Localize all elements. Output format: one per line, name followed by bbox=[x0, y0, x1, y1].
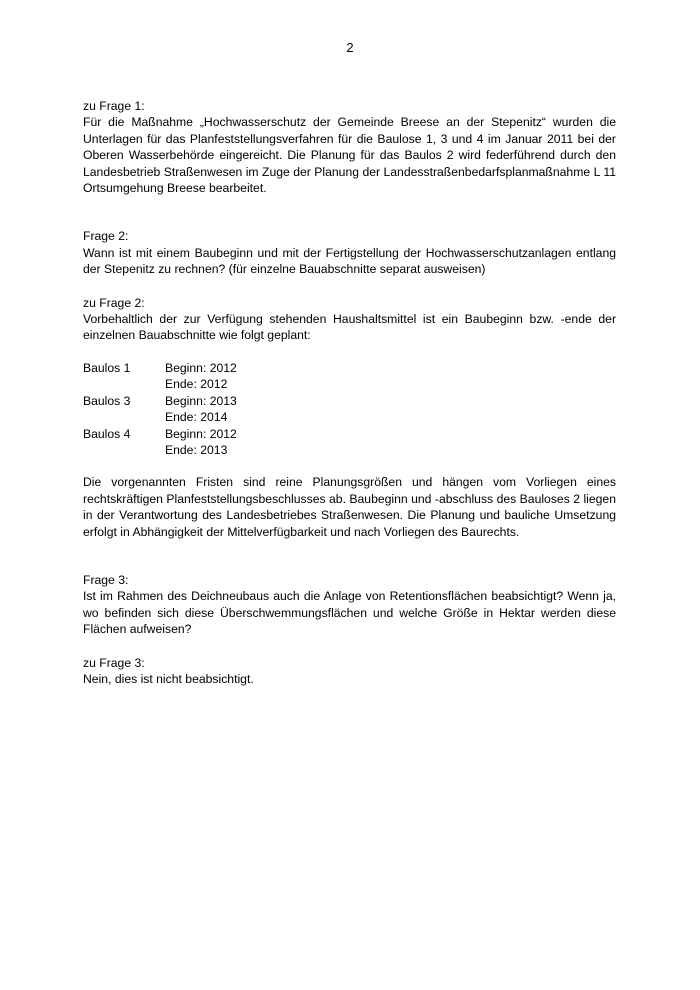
answer-1-text: Für die Maßnahme „Hochwasserschutz der Gemeinde Breese an der Stepenitz“ wurden die Unterlagen für das Planfeststellungsverfahren für die Baulose 1, 3 und 4 im Januar 2011 bei der Oberen Wasserbehörde eingereicht. Die Planung für das Baulos 2 wird federführend durch den Landesbetrieb Straßenwesen im Zuge der Planung der Landesstraßenbedarfsplanmaßnahme L 11 Ortsumgehung Breese bearbeitet. bbox=[83, 115, 616, 196]
answer-2-intro: Vorbehaltlich der zur Verfügung stehenden Haushaltsmittel ist ein Baubeginn bzw. -ende der einzelnen Bauabschnitte wie folgt geplant: bbox=[83, 312, 616, 343]
document-body bbox=[83, 98, 616, 687]
question-3-text: Ist im Rahmen des Deichneubaus auch die Anlage von Retentionsflächen beabsichtigt? Wenn ja, wo befinden sich diese Überschwemmungsflächen und welche Größe in Hektar werden diese Flächen aufweisen? bbox=[83, 589, 616, 637]
answer-3-heading: zu Frage 3: bbox=[83, 655, 145, 670]
schedule-lot: Baulos 4 bbox=[83, 426, 131, 441]
answer-2-heading: zu Frage 2: bbox=[83, 295, 145, 310]
answer-3-text: Nein, dies ist nicht beabsichtigt. bbox=[83, 671, 254, 686]
schedule-end: Ende: 2014 bbox=[165, 410, 228, 425]
question-2-section bbox=[83, 228, 616, 277]
question-3-section bbox=[83, 572, 616, 638]
page-number: 2 bbox=[346, 40, 354, 55]
schedule-end: Ende: 2012 bbox=[165, 377, 228, 392]
answer-3-section bbox=[83, 655, 616, 688]
schedule-lot: Baulos 3 bbox=[83, 393, 131, 408]
question-2-text: Wann ist mit einem Baubeginn und mit der Fertigstellung der Hochwasserschutzanlagen entlang der Stepenitz zu rechnen? (für einzelne Bauabschnitte separat ausweisen) bbox=[83, 245, 616, 277]
schedule-lot: Baulos 1 bbox=[83, 360, 131, 375]
answer-1-section bbox=[83, 98, 616, 196]
schedule-start: Beginn: 2012 bbox=[165, 426, 237, 441]
schedule-start: Beginn: 2013 bbox=[165, 393, 237, 408]
answer-2-closing: Die vorgenannten Fristen sind reine Planungsgrößen und hängen vom Vorliegen eines rechtskräftigen Planfeststellungsbeschlusses ab. Baubeginn und -abschluss des Bauloses 2 liegen in der Verantwortung des Landesbetriebes Straßenwesen. Die Planung und bauliche Umsetzung erfolgt in Abhängigkeit der Mittelverfügbarkeit und nach Vorliegen des Baurechts. bbox=[83, 475, 616, 539]
schedule-end: Ende: 2013 bbox=[165, 442, 228, 457]
schedule-start: Beginn: 2012 bbox=[165, 360, 237, 375]
answer-1-heading: zu Frage 1: bbox=[83, 99, 145, 113]
construction-schedule bbox=[83, 360, 616, 458]
question-3-heading: Frage 3: bbox=[83, 572, 129, 587]
answer-2-section bbox=[83, 295, 616, 540]
question-2-heading: Frage 2: bbox=[83, 229, 129, 244]
